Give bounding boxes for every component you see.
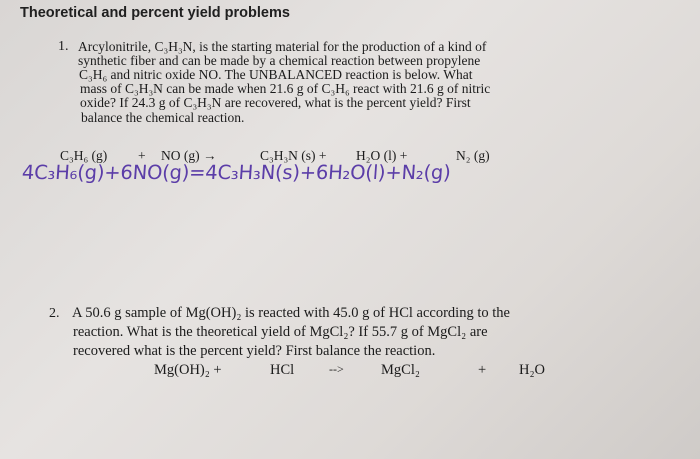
eq2-reactant-hcl: HCl xyxy=(270,362,295,378)
problem-2-line-1: A 50.6 g sample of Mg(OH)₂ is reacted with 45.0 g of HCl according to the xyxy=(72,305,510,321)
eq2-reactant-mgoh2: Mg(OH)₂ + xyxy=(154,362,222,378)
page-title: Theoretical and percent yield problems xyxy=(20,5,290,21)
problem-2-number: 2. xyxy=(49,306,60,321)
handwritten-balanced-equation: 4C₃H₆(g)+6NO(g)=4C₃H₃N(s)+6H₂O(l)+N₂(g) xyxy=(21,161,452,184)
eq1-plus: + xyxy=(138,148,146,163)
eq1-product-n2: N₂ (g) xyxy=(456,148,490,163)
eq1-product-h2o: H₂O (l) + xyxy=(356,148,408,163)
eq2-product-mgcl2: MgCl₂ xyxy=(381,362,420,378)
problem-1-line-3: C₃H₆ and nitric oxide NO. The UNBALANCED reaction is below. What xyxy=(79,67,473,82)
problem-1-line-5: oxide? If 24.3 g of C₃H₃N are recovered, what is the percent yield? First xyxy=(80,95,471,110)
problem-2-line-3: recovered what is the percent yield? First balance the reaction. xyxy=(73,343,436,359)
problem-1-line-1: Arcylonitrile, C₃H₃N, is the starting material for the production of a kind of xyxy=(78,39,487,54)
eq1-product-c3h3n: C₃H₃N (s) + xyxy=(260,148,327,163)
problem-2-line-2: reaction. What is the theoretical yield of MgCl₂? If 55.7 g of MgCl₂ are xyxy=(73,324,488,340)
eq1-reactant-c3h6: C₃H₆ (g) xyxy=(60,148,108,163)
problem-1-line-2: synthetic fiber and can be made by a chemical reaction between propylene xyxy=(78,53,481,68)
eq2-product-h2o: H₂O xyxy=(519,362,545,378)
eq2-arrow: --> xyxy=(329,362,344,376)
eq2-plus: + xyxy=(478,362,487,378)
problem-1-line-6: balance the chemical reaction. xyxy=(81,110,245,125)
eq1-reactant-no: NO (g) → xyxy=(161,148,217,163)
problem-1-number: 1. xyxy=(58,39,69,54)
problem-1-line-4: mass of C₃H₃N can be made when 21.6 g of C₃H₆ react with 21.6 g of nitric xyxy=(80,81,491,96)
